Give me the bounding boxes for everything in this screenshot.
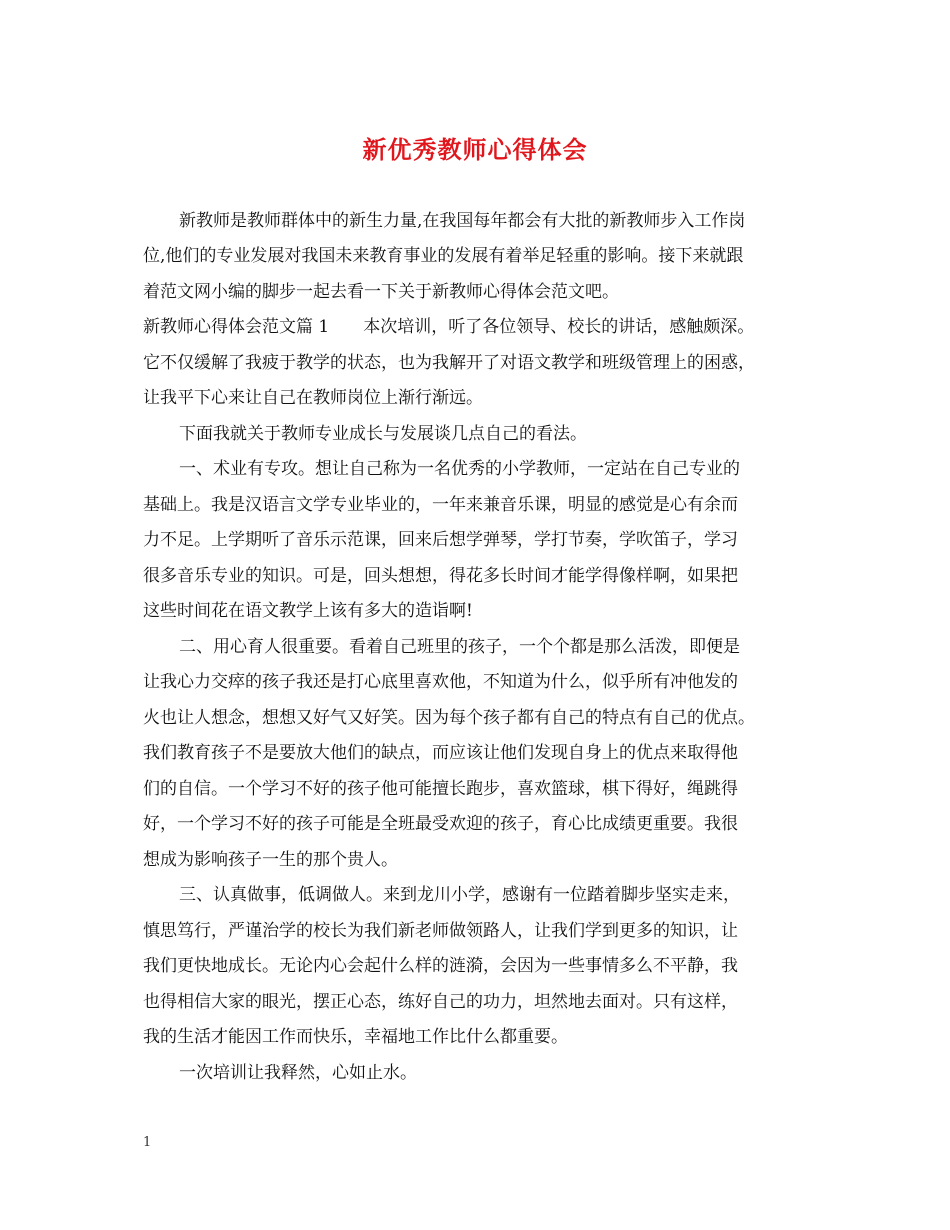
paragraph-line: 力不足。上学期听了音乐示范课，回来后想学弹琴，学打节奏，学吹笛子，学习 (143, 530, 738, 550)
paragraph-line: 火也让人想念，想想又好气又好笑。因为每个孩子都有自己的特点有自己的优点。 (143, 708, 755, 728)
paragraph-line: 新教师心得体会范文篇 1 本次培训，听了各位领导、校长的讲话，感触颇深。 (143, 317, 755, 337)
paragraph-line: 三、认真做事，低调做人。来到龙川小学，感谢有一位踏着脚步坚实走来， (179, 885, 740, 905)
paragraph-line: 们的自信。一个学习不好的孩子他可能擅长跑步，喜欢篮球，棋下得好，绳跳得 (143, 779, 738, 799)
paragraph-line: 着范文网小编的脚步一起去看一下关于新教师心得体会范文吧。 (143, 282, 619, 302)
paragraph-line: 一次培训让我释然，心如止水。 (179, 1063, 417, 1083)
paragraph-line: 基础上。我是汉语言文学专业毕业的，一年来兼音乐课，明显的感觉是心有余而 (143, 495, 738, 515)
page-number: 1 (143, 1135, 152, 1150)
paragraph-line: 也得相信大家的眼光，摆正心态，练好自己的功力，坦然地去面对。只有这样， (143, 992, 738, 1012)
paragraph-line: 下面我就关于教师专业成长与发展谈几点自己的看法。 (179, 424, 587, 444)
paragraph-line: 想成为影响孩子一生的那个贵人。 (143, 850, 398, 870)
paragraph-line: 一、术业有专攻。想让自己称为一名优秀的小学教师，一定站在自己专业的 (179, 459, 740, 479)
paragraph-line: 慎思笃行，严谨治学的校长为我们新老师做领路人，让我们学到更多的知识，让 (143, 921, 738, 941)
document-title: 新优秀教师心得体会 (362, 135, 588, 164)
paragraph-line: 让我心力交瘁的孩子我还是打心底里喜欢他，不知道为什么，似乎所有冲他发的 (143, 672, 738, 692)
paragraph-line: 好，一个学习不好的孩子可能是全班最受欢迎的孩子，育心比成绩更重要。我很 (143, 814, 738, 834)
paragraph-line: 位,他们的专业发展对我国未来教育事业的发展有着举足轻重的影响。接下来就跟 (143, 246, 744, 266)
paragraph-line: 我们教育孩子不是要放大他们的缺点，而应该让他们发现自身上的优点来取得他 (143, 743, 738, 763)
paragraph-line: 它不仅缓解了我疲于教学的状态，也为我解开了对语文教学和班级管理上的困惑， (143, 353, 755, 373)
paragraph-line: 这些时间花在语文教学上该有多大的造诣啊! (143, 601, 473, 621)
paragraph-line: 我们更快地成长。无论内心会起什么样的涟漪，会因为一些事情多么不平静，我 (143, 956, 738, 976)
paragraph-line: 让我平下心来让自己在教师岗位上渐行渐远。 (143, 388, 483, 408)
paragraph-line: 二、用心育人很重要。看着自己班里的孩子，一个个都是那么活泼，即便是 (179, 637, 740, 657)
paragraph-line: 很多音乐专业的知识。可是，回头想想，得花多长时间才能学得像样啊，如果把 (143, 566, 738, 586)
paragraph-line: 新教师是教师群体中的新生力量,在我国每年都会有大批的新教师步入工作岗 (179, 211, 746, 231)
paragraph-line: 我的生活才能因工作而快乐，幸福地工作比什么都重要。 (143, 1027, 568, 1047)
